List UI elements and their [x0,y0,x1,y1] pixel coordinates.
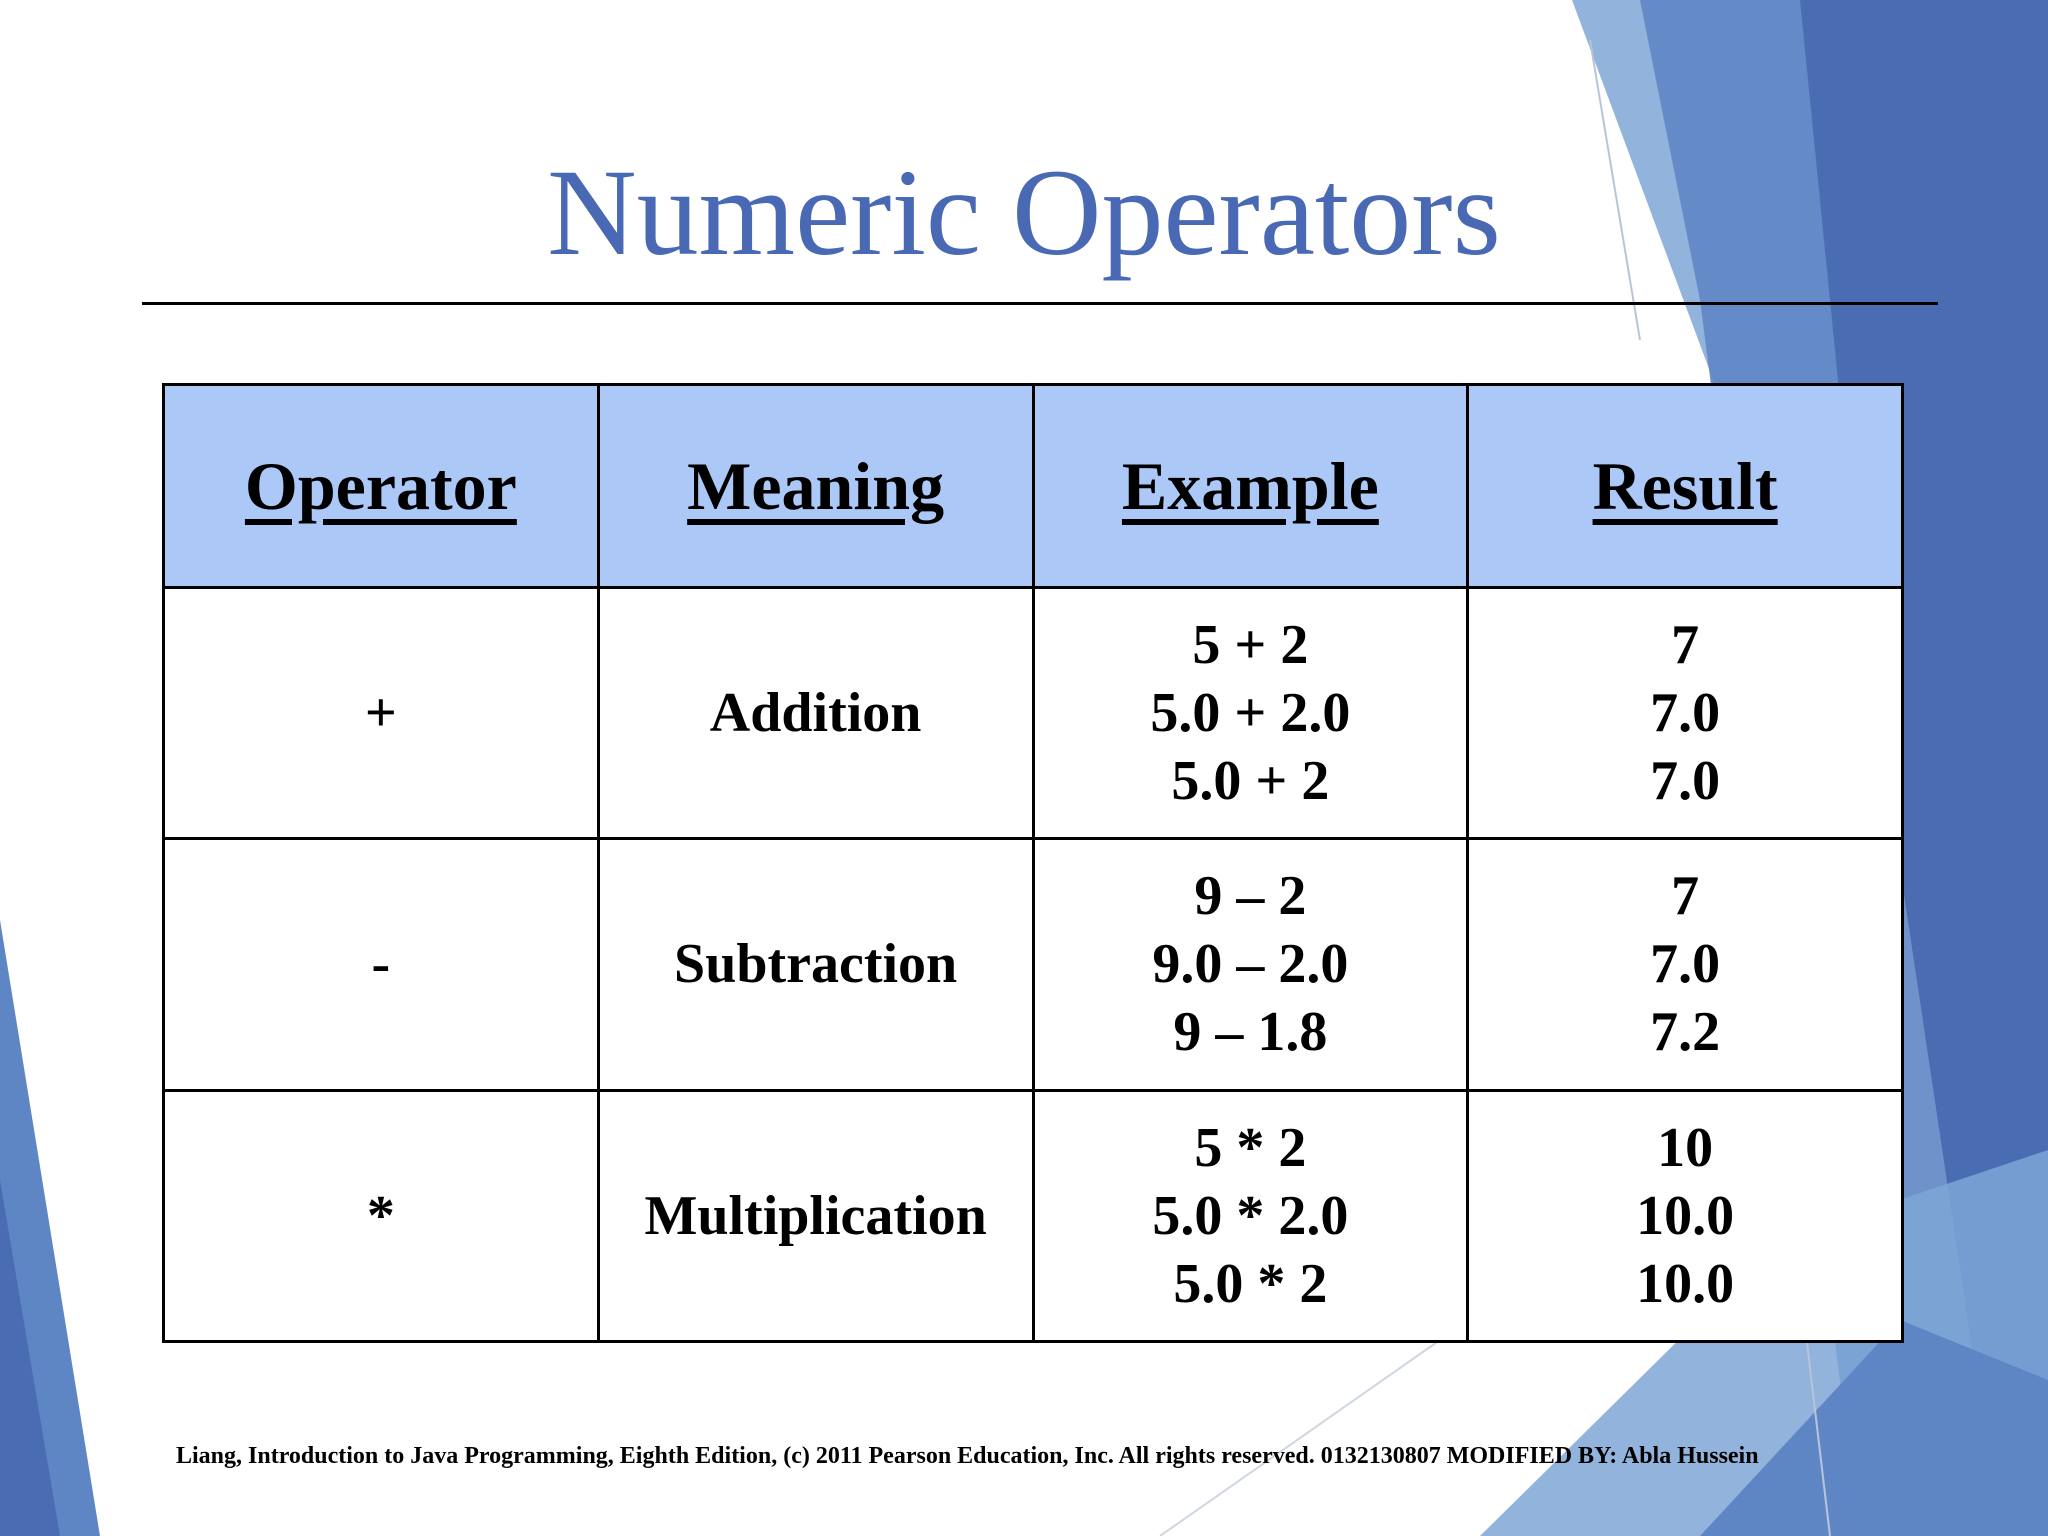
table-row-multiplication [164,1090,1903,1341]
example-line: 9.0 – 2.0 [1152,933,1349,996]
operator-cell: - [164,839,599,1090]
example-line: 5.0 * 2 [1173,1252,1328,1315]
example-line: 5.0 + 2 [1171,750,1330,813]
example-line: 9 – 2 [1194,865,1307,928]
example-line: 5.0 + 2.0 [1150,682,1351,745]
example-cell [1033,588,1468,839]
example-line: 5.0 * 2.0 [1152,1184,1349,1247]
result-cell [1468,839,1903,1090]
result-cell [1468,588,1903,839]
result-line: 7 [1671,614,1700,677]
example-line: 9 – 1.8 [1173,1001,1328,1064]
result-line: 7.0 [1650,682,1721,745]
header-operator: Operator [164,385,599,588]
result-cell [1468,1090,1903,1341]
result-line: 10.0 [1636,1252,1735,1315]
table-row-subtraction [164,839,1903,1090]
example-line: 5 + 2 [1192,614,1309,677]
result-line: 7.0 [1650,933,1721,996]
result-line: 10.0 [1636,1184,1735,1247]
operator-cell: + [164,588,599,839]
slide-footer-citation: Liang, Introduction to Java Programming, Eighth Edition, (c) 2011 Pearson Education, Inc. All rights reserved. 0132130807 MODIFIED BY: Abla Hussein [176,1443,1759,1469]
result-line: 7.0 [1650,750,1721,813]
example-cell [1033,839,1468,1090]
result-line: 7 [1671,865,1700,928]
example-line: 5 * 2 [1194,1116,1307,1179]
example-cell [1033,1090,1468,1341]
result-line: 7.2 [1650,1001,1721,1064]
table-row-addition [164,588,1903,839]
result-line: 10 [1657,1116,1714,1179]
meaning-cell: Subtraction [598,839,1033,1090]
slide-title: Numeric Operators [547,144,1501,281]
header-example: Example [1033,385,1468,588]
title-divider [142,302,1938,305]
operators-table [162,383,1904,1343]
operator-cell: * [164,1090,599,1341]
deco-thin-line [1160,1340,1440,1536]
header-result: Result [1468,385,1903,588]
header-meaning: Meaning [598,385,1033,588]
table-header-row [164,385,1903,588]
meaning-cell: Addition [598,588,1033,839]
meaning-cell: Multiplication [598,1090,1033,1341]
